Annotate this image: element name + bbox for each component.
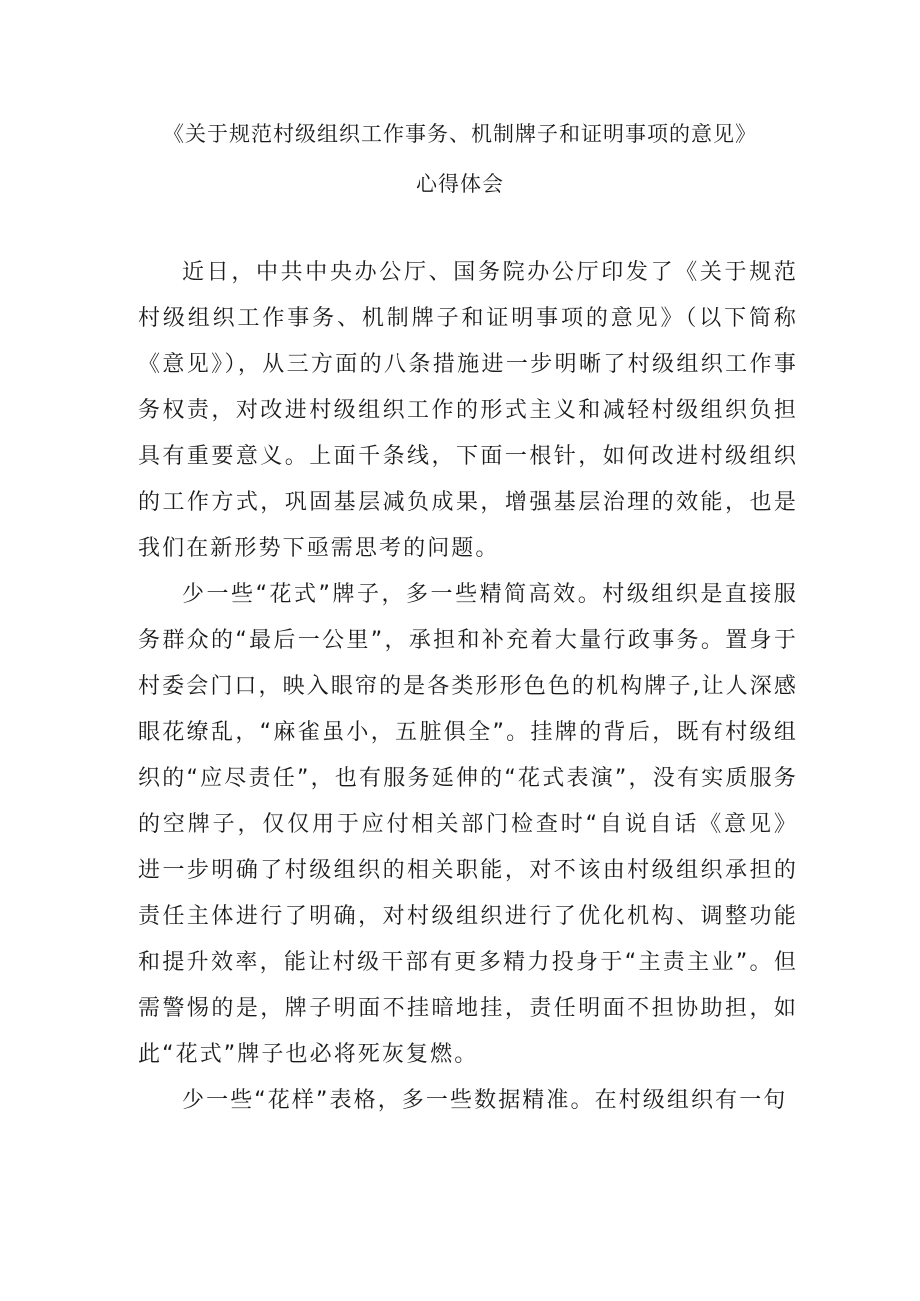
paragraph-signs: 少一些“花式”牌子，多一些精简高效。村级组织是直接服务群众的“最后一公里”，承担和补充着大量行政事务。置身于村委会门口，映入眼帘的是各类形形色色的机构牌子,让人深感眼花缭乱，“麻雀虽小，五脏俱全”。挂牌的背后，既有村级组织的“应尽责任”，也有服务延伸的“花式表演”，没有实质服务的空牌子，仅仅用于应付相关部门检查时“自说自话《意见》进一步明确了村级组织的相关职能，对不该由村级组织承担的责任主体进行了明确，对村级组织进行了优化机构、调整功能和提升效率，能让村级干部有更多精力投身于“主责主业”。但需警惕的是，牌子明面不挂暗地挂，责任明面不担协助担，如此“花式”牌子也必将死灰复燃。: [138, 582, 798, 1067]
paragraph-forms: 少一些“花样”表格，多一些数据精准。在村级组织有一句: [182, 1088, 788, 1113]
document-subtitle: 心得体会: [416, 172, 504, 196]
paragraph-intro: 近日，中共中央办公厅、国务院办公厅印发了《关于规范村级组织工作事务、机制牌子和证明事项的意见》（以下简称《意见》），从三方面的八条措施进一步明晰了村级组织工作事务权责，对改进村级组织工作的形式主义和减轻村级组织负担具有重要意义。上面千条线，下面一根针，如何改进村级组织的工作方式，巩固基层减负成果，增强基层治理的效能，也是我们在新形势下亟需思考的问题。: [138, 260, 798, 561]
document-title: 《关于规范村级组织工作事务、机制牌子和证明事项的意见》: [163, 122, 757, 146]
document-body: [138, 250, 798, 1124]
